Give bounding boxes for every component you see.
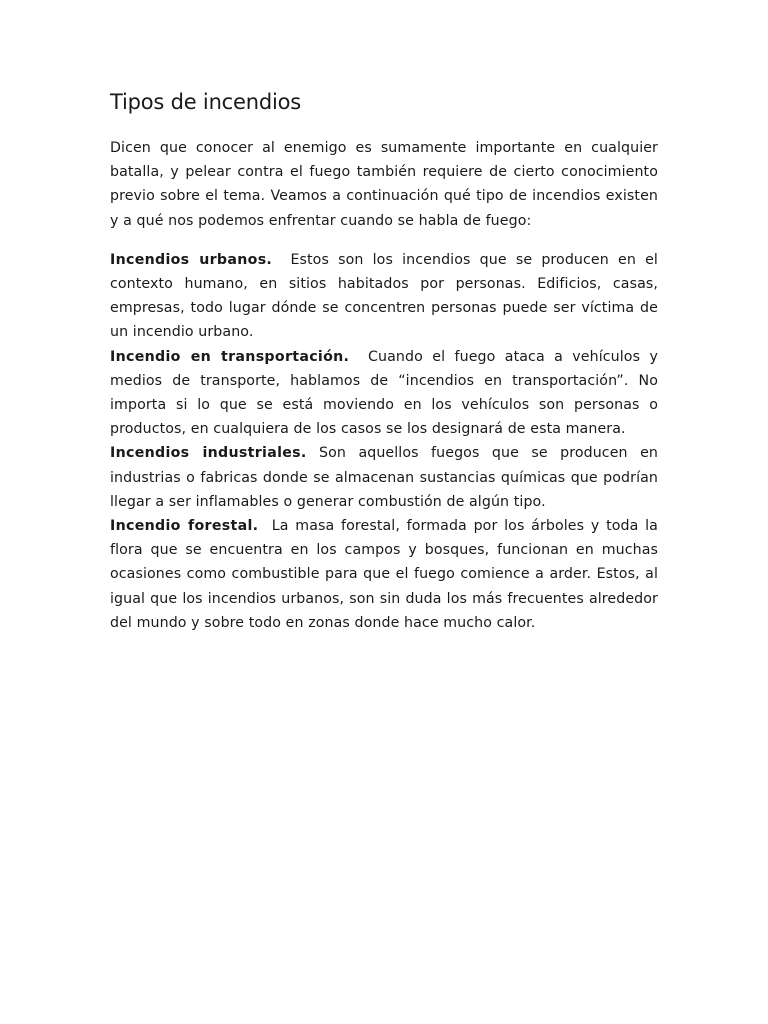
- section-text: Son aquellos fuegos que se producen en industrias o fabricas donde se almacenan sustancias químicas que podrían llegar a ser inflamables o generar combustión de algún tipo.: [110, 445, 658, 510]
- section-urban-fires: [110, 248, 658, 345]
- section-industrial-fires: [110, 441, 658, 514]
- intro-paragraph: Dicen que conocer al enemigo es sumamente importante en cualquier batalla, y pelear contra el fuego también requiere de cierto conocimiento previo sobre el tema. Veamos a continuación qué tipo de incendios existen y a qué nos podemos enfrentar cuando se habla de fuego:: [110, 140, 658, 229]
- section-term: Incendios industriales.: [110, 445, 307, 462]
- section-term: Incendios urbanos.: [110, 251, 273, 268]
- section-transport-fires: [110, 345, 658, 442]
- section-forest-fires: [110, 514, 658, 635]
- section-term: Incendio forestal.: [110, 518, 259, 535]
- document-page: [110, 86, 658, 635]
- section-text: Estos son los incendios que se producen en el contexto humano, en sitios habitados por personas. Edificios, casas, empresas, todo lugar dónde se concentren personas puede ser víctima de un incendio urbano.: [110, 251, 658, 341]
- document-title: Tipos de incendios: [110, 90, 302, 114]
- section-text: Cuando el fuego ataca a vehículos y medios de transporte, hablamos de “incendios en transportación”. No importa si lo que se está moviendo en los vehículos son personas o productos, en cualquiera de los casos se los designará de esta manera.: [110, 348, 658, 438]
- section-term: Incendio en transportación.: [110, 348, 350, 365]
- section-text: La masa forestal, formada por los árboles y toda la flora que se encuentra en los campos y bosques, funcionan en muchas ocasiones como combustible para que el fuego comience a arder. Estos, al igual que los incendios urbanos, son sin duda los más frecuentes alrededor del mundo y sobre todo en zonas donde hace mucho calor.: [110, 518, 658, 631]
